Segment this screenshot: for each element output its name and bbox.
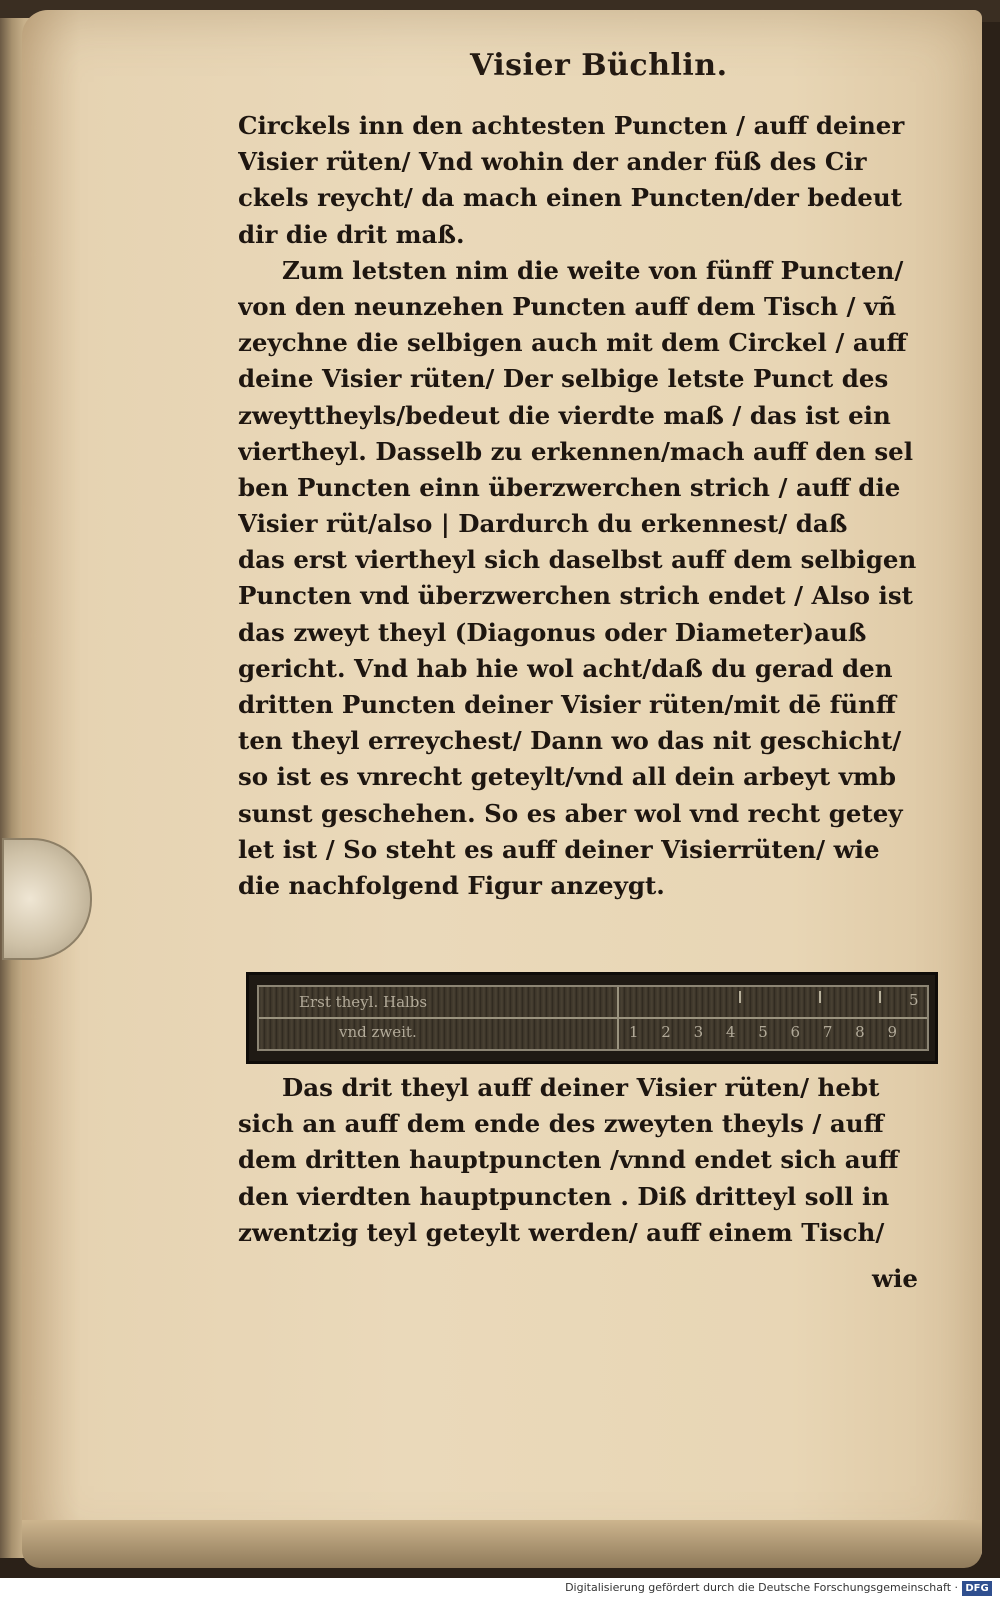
text-line: sunst geschehen. So es aber wol vnd recht getey	[238, 798, 903, 828]
text-line: deine Visier rüten/ Der selbige letste Punct des	[238, 364, 889, 394]
ruler-tick	[739, 991, 741, 1003]
text-line: ten theyl erreychest/ Dann wo das nit geschicht/	[238, 726, 902, 756]
text-line: ckels reycht/ da mach einen Puncten/der bedeut	[238, 183, 902, 213]
ruler-center-line	[259, 1017, 927, 1019]
text-line: von den neunzehen Puncten auff dem Tisch / vñ	[238, 291, 897, 321]
digitization-footer	[0, 1578, 1000, 1601]
running-head: Visier Büchlin.	[470, 48, 728, 83]
text-line: dritten Puncten deiner Visier rüten/mit dē fünff	[238, 690, 896, 719]
ruler-label-top: Erst theyl. Halbs	[299, 993, 428, 1011]
text-block-lower	[238, 1070, 944, 1251]
page-bottom-edge	[22, 1520, 982, 1568]
text-line: Das drit theyl auff deiner Visier rüten/ hebt	[282, 1073, 880, 1102]
text-line: Zum letsten nim die weite von fünff Puncten/	[282, 255, 904, 285]
catchword: wie	[872, 1264, 918, 1293]
text-line: zweyttheyls/bedeut die vierdte maß / das ist ein	[238, 400, 891, 430]
footer-credit: Digitalisierung gefördert durch die Deutsche Forschungsgemeinschaft ·	[565, 1581, 958, 1594]
text-line: die nachfolgend Figur anzeygt.	[238, 870, 665, 900]
text-line: sich an auff dem ende des zweyten theyls / auff	[238, 1109, 884, 1139]
text-line: ben Puncten einn überzwerchen strich / auff die	[238, 472, 901, 502]
text-line: dir die drit maß.	[238, 219, 465, 249]
text-line: Visier rüt/also | Dardurch du erkennest/ daß	[238, 509, 848, 539]
text-line: gericht. Vnd hab hie wol acht/daß du gerad den	[238, 653, 893, 683]
text-line: so ist es vnrecht geteylt/vnd all dein arbeyt vmb	[238, 762, 897, 792]
text-block-upper	[238, 108, 944, 904]
text-line: Circkels inn den achtesten Puncten / auff deiner	[238, 111, 905, 140]
text-line: zwentzig teyl geteylt werden/ auff einem Tisch/	[238, 1217, 885, 1247]
text-line: Visier rüten/ Vnd wohin der ander füß des Cir	[238, 147, 867, 177]
text-line: dem dritten hauptpuncten /vnnd endet sich auff	[238, 1145, 899, 1175]
text-line: das zweyt theyl (Diagonus oder Diameter)auß	[238, 617, 867, 647]
ruler-divider	[617, 987, 619, 1049]
text-line: den vierdten hauptpuncten . Diß dritteyl soll in	[238, 1181, 890, 1211]
text-line: let ist / So steht es auff deiner Visierrüten/ wie	[238, 834, 880, 864]
text-line: zeychne die selbigen auch mit dem Circkel / auff	[238, 328, 907, 358]
ruler-mark-right: 5	[909, 991, 919, 1009]
ruler-label-bottom: vnd zweit.	[339, 1023, 417, 1041]
visier-ruler-figure	[246, 972, 938, 1064]
dfg-logo: DFG	[962, 1581, 992, 1596]
ruler-bar	[257, 985, 929, 1051]
text-line: Puncten vnd überzwerchen strich endet / Also ist	[238, 581, 913, 611]
ruler-tick-numbers: 1 2 3 4 5 6 7 8 9	[629, 1023, 907, 1041]
ruler-tick	[879, 991, 881, 1003]
text-line: viertheyl. Dasselb zu erkennen/mach auff den sel	[238, 436, 914, 466]
text-line: das erst viertheyl sich daselbst auff dem selbigen	[238, 545, 917, 575]
ruler-tick	[819, 991, 821, 1003]
